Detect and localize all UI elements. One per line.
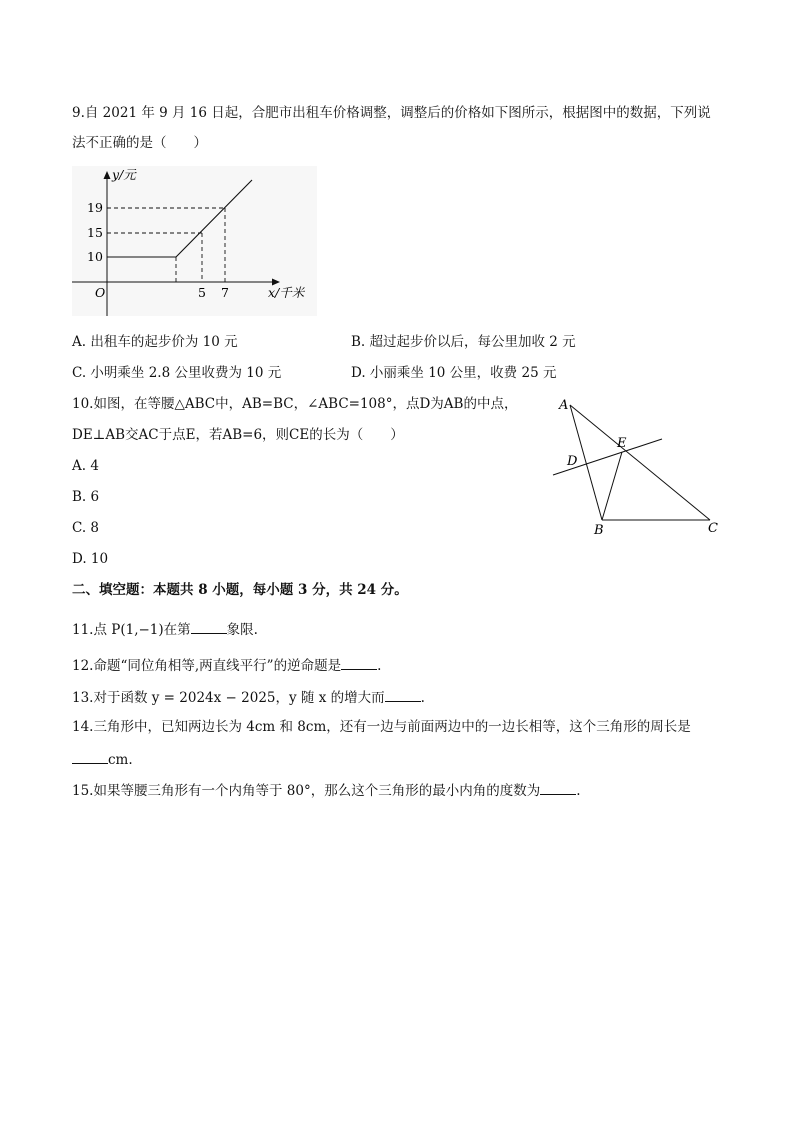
- origin-label: O: [95, 285, 106, 300]
- q9-price-graph: [72, 166, 317, 316]
- q10-triangle-figure: [545, 393, 730, 541]
- x-tick-7: 7: [221, 285, 229, 300]
- q13-answer-blank: [385, 687, 421, 702]
- q15-after: .: [576, 783, 581, 799]
- section2-title: 二、填空题：本题共 8 小题，每小题 3 分，共 24 分。: [72, 582, 408, 598]
- q10-option-b: B. 6: [72, 489, 100, 505]
- q14-line2: [72, 749, 133, 769]
- point-label-a: A: [559, 398, 569, 413]
- y-tick-10: 10: [87, 249, 103, 264]
- q14-after: cm.: [108, 752, 133, 768]
- q15-answer-blank: [540, 780, 576, 795]
- point-label-e: E: [617, 436, 627, 451]
- q12: [72, 655, 381, 675]
- q11-after: 象限.: [226, 622, 258, 638]
- q11-before: 11.点 P(1,−1)在第: [72, 622, 191, 638]
- q9-stem-line1: 9.自 2021 年 9 月 16 日起，合肥市出租车价格调整，调整后的价格如下图所示，根据图中的数据，下列说: [72, 105, 711, 121]
- q13-before: 13.对于函数 y = 2024x − 2025，y 随 x 的增大而: [72, 690, 385, 706]
- point-label-d: D: [567, 454, 578, 469]
- point-label-c: C: [708, 521, 718, 536]
- q9-stem-line2: 法不正确的是（ ）: [72, 135, 207, 151]
- x-tick-5: 5: [198, 285, 206, 300]
- q15: [72, 780, 581, 800]
- q12-before: 12.命题“同位角相等,两直线平行”的逆命题是: [72, 658, 342, 674]
- y-axis-label: y/元: [112, 167, 136, 182]
- x-axis-label: x/千米: [268, 285, 305, 300]
- y-tick-19: 19: [87, 200, 103, 215]
- q12-after: .: [377, 658, 382, 674]
- q9-option-b: B. 超过起步价以后，每公里加收 2 元: [351, 334, 576, 350]
- q12-answer-blank: [341, 655, 377, 670]
- q10-stem-line2: DE⊥AB交AC于点E，若AB=6，则CE的长为（ ）: [72, 427, 404, 443]
- q9-option-c: C. 小明乘坐 2.8 公里收费为 10 元: [72, 365, 282, 381]
- q10-stem-line1: 10.如图，在等腰△ABC中，AB=BC，∠ABC=108°，点D为AB的中点，: [72, 396, 518, 412]
- point-label-b: B: [594, 523, 604, 538]
- q9-option-d: D. 小丽乘坐 10 公里，收费 25 元: [351, 365, 557, 381]
- q13-after: .: [420, 690, 425, 706]
- q10-option-c: C. 8: [72, 520, 100, 536]
- q14-answer-blank: [72, 749, 108, 764]
- q13: [72, 687, 425, 707]
- y-tick-15: 15: [87, 225, 103, 240]
- q10-option-a: A. 4: [72, 458, 99, 474]
- q14-line1: 14.三角形中，已知两边长为 4cm 和 8cm，还有一边与前面两边中的一边长相等，这个三角形的周长是: [72, 719, 691, 735]
- q11-answer-blank: [191, 619, 227, 634]
- q15-before: 15.如果等腰三角形有一个内角等于 80°，那么这个三角形的最小内角的度数为: [72, 783, 541, 799]
- segment-be: [602, 452, 622, 520]
- q10-option-d: D. 10: [72, 551, 109, 567]
- q11: [72, 619, 258, 639]
- q9-option-a: A. 出租车的起步价为 10 元: [72, 334, 238, 350]
